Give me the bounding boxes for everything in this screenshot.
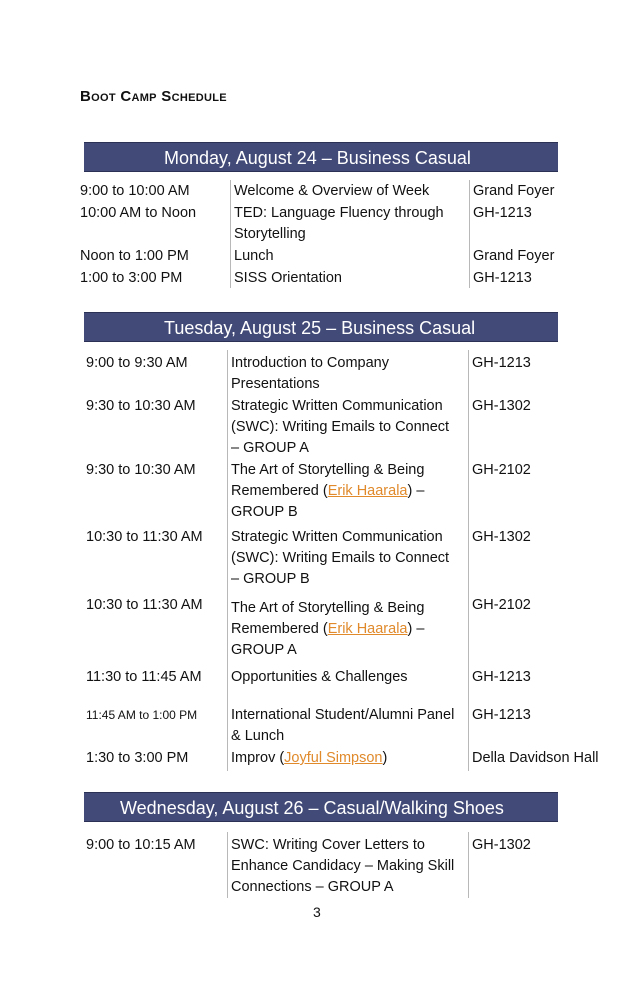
tuesday-row-3-time: 9:30 to 10:30 AM xyxy=(86,462,196,478)
tuesday-row-8-activity-text-b: ) xyxy=(382,750,388,766)
tuesday-row-2-location: GH-1302 xyxy=(472,398,531,414)
presenter-link-joyful-simpson[interactable]: Joyful Simpson xyxy=(284,750,383,766)
tuesday-row-8-location: Della Davidson Hall xyxy=(472,750,599,766)
wednesday-row-1-activity-line-3: Connections – GROUP A xyxy=(231,879,394,895)
tuesday-row-8-activity xyxy=(231,748,387,769)
monday-row-4-location: GH-1213 xyxy=(473,270,532,286)
tuesday-row-2-activity-line-2: (SWC): Writing Emails to Connect xyxy=(231,419,450,435)
tuesday-row-3-activity-line-2 xyxy=(231,481,424,502)
monday-row-2-location: GH-1213 xyxy=(473,205,532,221)
monday-row-3-location: Grand Foyer xyxy=(473,248,555,264)
page-number: 3 xyxy=(313,904,321,920)
monday-header xyxy=(84,142,558,172)
monday-row-1-activity: Welcome & Overview of Week xyxy=(234,183,430,199)
tuesday-row-6-location: GH-1213 xyxy=(472,669,531,685)
tuesday-header-text: Tuesday, August 25 – Business Casual xyxy=(164,318,476,338)
tuesday-row-2-time: 9:30 to 10:30 AM xyxy=(86,398,196,414)
monday-separator-1 xyxy=(230,180,231,288)
tuesday-row-5-activity-line-1: The Art of Storytelling & Being xyxy=(231,600,425,616)
tuesday-row-3-activity-line-3: GROUP B xyxy=(231,504,298,520)
monday-row-4-time: 1:00 to 3:00 PM xyxy=(80,270,183,286)
tuesday-row-7-time: 11:45 AM to 1:00 PM xyxy=(86,708,198,722)
tuesday-row-1-activity-line-1: Introduction to Company xyxy=(231,355,389,371)
tuesday-row-3-activity-text-a: Remembered ( xyxy=(231,483,328,499)
tuesday-row-5-activity-line-3: GROUP A xyxy=(231,642,297,658)
page-title: Boot Camp Schedule xyxy=(80,88,227,105)
tuesday-row-1-location: GH-1213 xyxy=(472,355,531,371)
monday-row-2-activity-line-2: Storytelling xyxy=(234,226,306,242)
tuesday-row-5-activity-text-a: Remembered ( xyxy=(231,621,328,637)
monday-row-2-activity-line-1: TED: Language Fluency through xyxy=(234,205,444,221)
monday-row-2-time: 10:00 AM to Noon xyxy=(80,205,197,221)
tuesday-separator-1 xyxy=(227,350,228,771)
tuesday-header xyxy=(84,312,558,342)
tuesday-row-5-time: 10:30 to 11:30 AM xyxy=(86,597,203,613)
tuesday-row-4-activity-line-2: (SWC): Writing Emails to Connect xyxy=(231,550,450,566)
tuesday-row-2-activity-line-3: – GROUP A xyxy=(231,440,309,456)
monday-row-3-activity: Lunch xyxy=(234,248,274,264)
wednesday-row-1-activity-line-1: SWC: Writing Cover Letters to xyxy=(231,837,425,853)
tuesday-row-7-location: GH-1213 xyxy=(472,707,531,723)
tuesday-row-8-activity-text-a: Improv ( xyxy=(231,750,285,766)
tuesday-row-3-location: GH-2102 xyxy=(472,462,531,478)
monday-header-text: Monday, August 24 – Business Casual xyxy=(164,148,471,168)
tuesday-row-6-activity: Opportunities & Challenges xyxy=(231,669,408,685)
tuesday-row-1-activity-line-2: Presentations xyxy=(231,376,320,392)
wednesday-row-1-activity-line-2: Enhance Candidacy – Making Skill xyxy=(231,858,455,874)
wednesday-row-1-location: GH-1302 xyxy=(472,837,531,853)
tuesday-row-7-activity-line-1: International Student/Alumni Panel xyxy=(231,707,455,723)
wednesday-row-1-time: 9:00 to 10:15 AM xyxy=(86,837,196,853)
tuesday-row-5-location: GH-2102 xyxy=(472,597,531,613)
tuesday-row-8-time: 1:30 to 3:00 PM xyxy=(86,750,189,766)
tuesday-row-2-activity-line-1: Strategic Written Communication xyxy=(231,398,443,414)
tuesday-row-1-time: 9:00 to 9:30 AM xyxy=(86,355,188,371)
monday-row-1-time: 9:00 to 10:00 AM xyxy=(80,183,190,199)
monday-row-3-time: Noon to 1:00 PM xyxy=(80,248,189,264)
monday-row-4-activity: SISS Orientation xyxy=(234,270,342,286)
tuesday-row-7-activity-line-2: & Lunch xyxy=(231,728,285,744)
tuesday-separator-2 xyxy=(468,350,469,771)
wednesday-header xyxy=(84,792,558,822)
presenter-link-erik-haarala[interactable]: Erik Haarala xyxy=(327,483,408,499)
tuesday-row-4-time: 10:30 to 11:30 AM xyxy=(86,529,203,545)
tuesday-row-4-activity-line-3: – GROUP B xyxy=(231,571,310,587)
wednesday-separator-1 xyxy=(227,832,228,898)
monday-separator-2 xyxy=(469,180,470,288)
wednesday-separator-2 xyxy=(468,832,469,898)
tuesday-row-4-activity-line-1: Strategic Written Communication xyxy=(231,529,443,545)
monday-row-1-location: Grand Foyer xyxy=(473,183,555,199)
wednesday-header-text: Wednesday, August 26 – Casual/Walking Shoes xyxy=(120,798,504,818)
presenter-link-erik-haarala[interactable]: Erik Haarala xyxy=(327,621,408,637)
tuesday-row-3-activity-line-1: The Art of Storytelling & Being xyxy=(231,462,425,478)
tuesday-row-6-time: 11:30 to 11:45 AM xyxy=(86,669,202,685)
tuesday-row-5-activity-text-b: ) – xyxy=(407,621,425,637)
tuesday-row-3-activity-text-b: ) – xyxy=(407,483,425,499)
tuesday-row-4-location: GH-1302 xyxy=(472,529,531,545)
tuesday-row-5-activity-line-2 xyxy=(231,619,424,640)
